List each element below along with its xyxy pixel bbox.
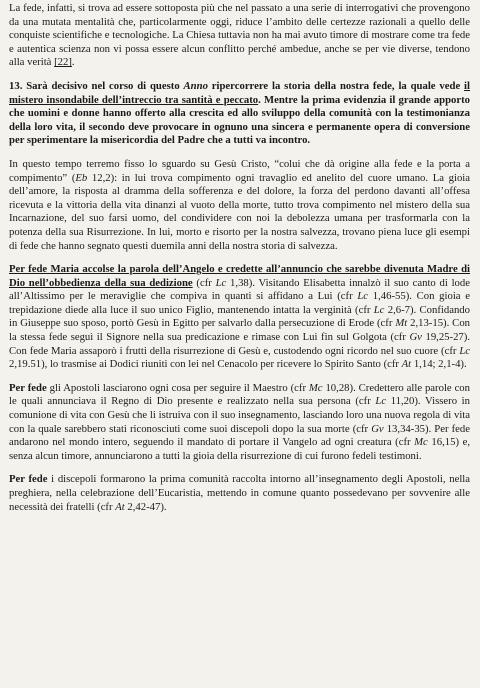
paragraph-faith-of-mary: Per fede Maria accolse la parola dell’Angelo e credette all’annuncio che sarebbe divenuta Madre di Dio nell’obbedienza della sua dedizione (cfr Lc 1,38). Visitando Elisabetta innalzò il suo canto di lode all’Altissimo per le meraviglie che compiva in quanti si affidano a Lui (cfr Lc 1,46-55). Con gioia e trepidazione diede alla luce il suo unico Figlio, mantenendo intatta la verginità (cfr Lc 2,6-7). Confidando in Giuseppe suo sposo, portò Gesù in Egitto per salvarlo dalla persecuzione di Erode (cfr Mt 2,13-15). Con la stessa fede seguì il Signore nella sua predicazione e rimase con Lui fin sul Golgota (cfr Gv 19,25-27). Con fede Maria assaporò i frutti della risurrezione di Gesù e, custodendo ogni ricordo nel suo cuore (cfr Lc 2,19.51), lo trasmise ai Dodici riuniti con lei nel Cenacolo per ricevere lo Spirito Santo (cfr At 1,14; 2,1-4). bbox=[9, 263, 471, 371]
paragraph-13-history-of-faith: 13. Sarà decisivo nel corso di questo Anno ripercorrere la storia della nostra fede, la quale vede il mistero insondabile dell’intreccio tra santità e peccato. Mentre la prima evidenzia il grande apporto che uomini e donne hanno offerto alla crescita ed allo sviluppo della comunità con la testimonianza della loro vita, il secondo deve provocare in ognuno una sincera e permanente opera di conversione per sperimentare la misericordia del Padre che a tutti va incontro. bbox=[9, 79, 471, 147]
paragraph-gaze-on-christ: In questo tempo terremo fisso lo sguardo su Gesù Cristo, “colui che dà origine alla fede e la porta a compimento” (Eb 12,2): in lui trova compimento ogni travaglio ed anelito del cuore umano. La gioia dell’amore, la risposta al dramma della sofferenza e del dolore, la forza del perdono davanti all’offesa ricevuta e la vittoria della vita dinanzi al vuoto della morte, tutto trova compimento nel mistero della sua Incarnazione, del suo farsi uomo, del condividere con noi la debolezza umana per trasformarla con la potenza della sua Risurrezione. In lui, morto e risorto per la nostra salvezza, trovano piena luce gli esempi di fede che hanno segnato questi duemila anni della nostra storia di salvezza. bbox=[9, 157, 471, 252]
footnote-link-22[interactable]: [22] bbox=[54, 56, 72, 69]
paragraph-faith-and-science: La fede, infatti, si trova ad essere sottoposta più che nel passato a una serie di interrogativi che provengono da una mutata mentalità che, particolarmente oggi, riduce l’ambito delle certezze razionali a quello delle conquiste scientifiche e tecnologiche. La Chiesa tuttavia non ha mai avuto timore di mostrare come tra fede e autentica scienza non vi possa essere alcun conflitto perché ambedue, anche se per vie diverse, tendono alla verità [22]. bbox=[9, 2, 470, 69]
paragraph-faith-of-apostles: Per fede gli Apostoli lasciarono ogni cosa per seguire il Maestro (cfr Mc 10,28). Credettero alle parole con le quali annunciava il Regno di Dio presente e realizzato nella sua persona (cfr Lc 11,20). Vissero in comunione di vita con Gesù che li istruiva con il suo insegnamento, lasciando loro una nuova regola di vita con la quale sarebbero stati riconosciuti come suoi discepoli dopo la sua morte (cfr Gv 13,34-35). Per fede andarono nel mondo intero, seguendo il mandato di portare il Vangelo ad ogni creatura (cfr Mc 16,15) e, senza alcun timore, annunciarono a tutti la gioia della risurrezione di cui furono fedeli testimoni. bbox=[9, 381, 470, 462]
paragraph-text: La fede, infatti, si trova ad essere sottoposta più che nel passato a una serie di interrogativi che provengono da una mutata mentalità che, particolarmente oggi, riduce l’ambito delle certezze razionali a quello delle conquiste scientifiche e tecnologiche. La Chiesa tuttavia non ha mai avuto timore di mostrare come tra fede e autentica scienza non vi possa essere alcun conflitto perché ambedue, anche se per vie diverse, tendono alla verità bbox=[9, 2, 470, 69]
underlined-phrase: il mistero insondabile dell’intreccio tra santità e peccato bbox=[9, 79, 470, 106]
paragraph-lead: Per fede Maria accolse la parola dell’Angelo e credette all’annuncio che sarebbe divenuta Madre di Dio nell’obbedienza della sua dedizione bbox=[9, 263, 470, 289]
bible-ref: Eb bbox=[75, 171, 88, 184]
paragraph-lead: Per fede bbox=[9, 473, 48, 486]
paragraph-number: 13. bbox=[9, 79, 23, 92]
paragraph-lead: Per fede bbox=[9, 381, 47, 394]
paragraph-faith-of-disciples: Per fede i discepoli formarono la prima comunità raccolta intorno all’insegnamento degli Apostoli, nella preghiera, nella celebrazione dell’Eucaristia, mettendo in comune quanto possedevano per sovvenire alle necessità dei fratelli (cfr At 2,42-47). bbox=[9, 473, 471, 513]
